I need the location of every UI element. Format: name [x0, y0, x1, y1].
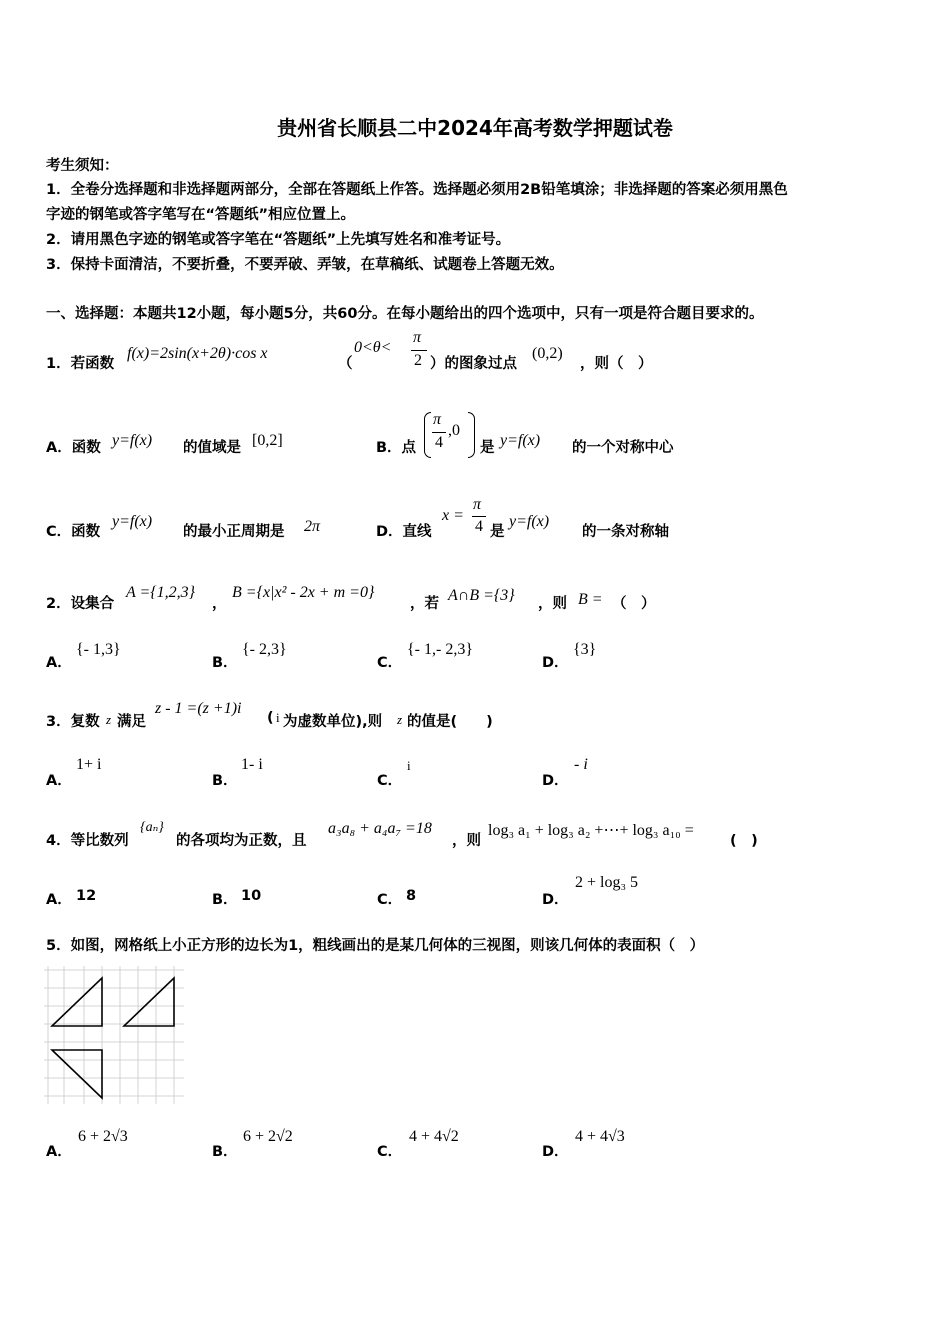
page-title: 贵州省长顺县二中2024年高考数学押题试卷: [277, 116, 673, 140]
q1-option-a-range: [0,2]: [252, 432, 283, 449]
q4-paren: ( ): [730, 833, 758, 849]
q1-cond-pi: π: [413, 329, 422, 346]
q1-function: f(x)=2sin(x+2θ)·cos x: [127, 345, 268, 362]
notice-line-3: 3．保持卡面清洁，不要折叠，不要弄破、弄皱，在草稿纸、试题卷上答题无效。: [46, 257, 564, 273]
q4-option-b-label[interactable]: B．: [212, 892, 238, 908]
q3-option-a-label[interactable]: A．: [46, 773, 72, 789]
three-view-figure: [44, 966, 184, 1104]
q1-option-c-expr: y=f(x): [112, 513, 153, 530]
q3-option-c-val: i: [407, 758, 411, 773]
q1-option-d-text: 是: [490, 524, 505, 540]
q1-close: ）的图象过点: [430, 356, 517, 372]
q5-option-c-val: 4 + 4√2: [409, 1128, 459, 1145]
q5-option-d-val: 4 + 4√3: [575, 1128, 625, 1145]
q1-b-left-paren: [424, 412, 431, 458]
q5-option-a-val: 6 + 2√3: [78, 1128, 128, 1145]
q1-option-a-label[interactable]: A．函数: [46, 440, 101, 456]
q3-z: z: [106, 712, 112, 727]
q4-prefix: 4．等比数列: [46, 833, 129, 849]
q4-then: ，则: [452, 833, 481, 849]
q4-option-d-label[interactable]: D．: [542, 892, 569, 908]
q1-option-c-text: 的最小正周期是: [183, 524, 285, 540]
q1-option-b-label[interactable]: B．点: [376, 440, 417, 456]
q3-option-d-label[interactable]: D．: [542, 773, 569, 789]
q1-option-b-tail: 的一个对称中心: [572, 440, 674, 456]
q5-text: 5．如图，网格纸上小正方形的边长为1，粗线画出的是某几何体的三视图，则该几何体的表面积（ ）: [46, 938, 705, 954]
q2-option-b-val: {- 2,3}: [242, 641, 287, 658]
q2-prefix: 2．设集合: [46, 596, 115, 612]
q1-option-a-text: 的值域是: [183, 440, 241, 456]
q3-option-d-val: - i: [574, 756, 588, 773]
q2-tail: ，则: [538, 596, 567, 612]
q2-mid: ，若: [410, 596, 439, 612]
q3-tail-3: 的值是( ): [407, 714, 493, 730]
q1-option-b-expr: y=f(x): [500, 432, 541, 449]
section-heading: 一、选择题：本题共12小题，每小题5分，共60分。在每小题给出的四个选项中，只有一项是符合题目要求的。: [46, 306, 764, 322]
q2-sep: ，: [212, 596, 227, 612]
q3-equation: z - 1 =(z +1)i: [155, 700, 242, 717]
q2-intersection: A∩B ={3}: [448, 587, 515, 604]
q1-open-paren: （: [338, 356, 353, 372]
q2-option-c-label[interactable]: C．: [377, 655, 403, 671]
q1-b-zero: ,0: [448, 422, 460, 439]
q1-d-pi: π: [473, 496, 482, 513]
notice-line-2: 2．请用黑色字迹的钢笔或答字笔在“答题纸”上先填写姓名和准考证号。: [46, 232, 511, 248]
q3-option-b-val: 1- i: [241, 756, 263, 773]
q4-expression: log₃ a₁ + log₃ a₂ +⋯+ log₃ a₁₀ =: [488, 822, 694, 839]
q2-set-a: A ={1,2,3}: [126, 584, 196, 601]
q1-option-a-expr: y=f(x): [112, 432, 153, 449]
q4-sequence: {aₙ}: [140, 820, 164, 835]
q3-tail-1: (: [267, 710, 274, 726]
q4-condition: a₃a₈ + a₄a₇ =18: [328, 820, 432, 837]
q5-option-b-label[interactable]: B．: [212, 1144, 238, 1160]
q2-option-d-label[interactable]: D．: [542, 655, 569, 671]
q2-option-a-val: {- 1,3}: [76, 641, 121, 658]
side-view-triangle: [124, 978, 174, 1026]
q5-option-a-label[interactable]: A．: [46, 1144, 72, 1160]
q4-option-d-val: 2 + log₃ 5: [575, 874, 639, 891]
q1-condition: 0<θ<: [354, 339, 392, 356]
q4-option-c-val: 8: [406, 888, 417, 904]
q2-set-b: B ={x|x² - 2x + m =0}: [232, 584, 375, 601]
q5-option-d-label[interactable]: D．: [542, 1144, 569, 1160]
q2-option-d-val: {3}: [573, 641, 597, 658]
q1-option-b-text: 是: [480, 440, 495, 456]
q1-d-four: 4: [475, 518, 483, 535]
q1-b-right-paren: [468, 412, 475, 458]
q3-option-b-label[interactable]: B．: [212, 773, 238, 789]
q1-option-d-expr: y=f(x): [509, 513, 550, 530]
q3-satisfy: 满足: [117, 714, 146, 730]
q5-option-c-label[interactable]: C．: [377, 1144, 403, 1160]
q1-point: (0,2): [532, 345, 563, 362]
q1-b-four: 4: [435, 434, 443, 451]
q3-option-c-label[interactable]: C．: [377, 773, 403, 789]
q2-paren: （ ）: [612, 596, 656, 612]
notice-line-1b: 字迹的钢笔或答字笔写在“答题纸”相应位置上。: [46, 207, 356, 223]
q3-i: i: [276, 710, 280, 725]
q3-prefix: 3．复数: [46, 714, 100, 730]
q1-cond-two: 2: [414, 352, 422, 369]
q3-option-a-val: 1+ i: [76, 756, 102, 773]
q2-option-a-label[interactable]: A．: [46, 655, 72, 671]
q4-option-c-label[interactable]: C．: [377, 892, 403, 908]
q1-fraction-bar: [411, 350, 427, 351]
q4-mid: 的各项均为正数，且: [176, 833, 307, 849]
q4-option-b-val: 10: [241, 888, 262, 904]
q2-option-b-label[interactable]: B．: [212, 655, 238, 671]
q5-option-b-val: 6 + 2√2: [243, 1128, 293, 1145]
front-view-triangle: [52, 978, 102, 1026]
top-view-triangle: [52, 1050, 102, 1098]
q1-b-fraction-bar: [432, 432, 446, 433]
q1-prefix: 1．若函数: [46, 356, 115, 372]
q2-option-c-val: {- 1,- 2,3}: [407, 641, 474, 658]
q3-z2: z: [397, 712, 403, 727]
q4-option-a-val: 12: [76, 888, 97, 904]
q1-option-d-label[interactable]: D．直线: [376, 524, 432, 540]
q1-d-fraction-bar: [472, 516, 486, 517]
q1-option-c-label[interactable]: C．函数: [46, 524, 101, 540]
q1-b-pi: π: [433, 411, 442, 428]
q1-option-d-tail: 的一条对称轴: [582, 524, 669, 540]
grid-lines: [44, 966, 184, 1104]
q1-tail: ，则（ ）: [580, 356, 653, 372]
notice-heading: 考生须知：: [46, 158, 119, 174]
q1-d-x: x =: [442, 507, 464, 524]
q3-tail-2: 为虚数单位),则: [283, 714, 383, 730]
q4-option-a-label[interactable]: A．: [46, 892, 72, 908]
notice-line-1a: 1．全卷分选择题和非选择题两部分，全部在答题纸上作答。选择题必须用2B铅笔填涂；非选择题的答案必须用黑色: [46, 182, 788, 198]
q1-option-c-val: 2π: [304, 518, 321, 535]
q2-b-eq: B =: [578, 591, 603, 608]
